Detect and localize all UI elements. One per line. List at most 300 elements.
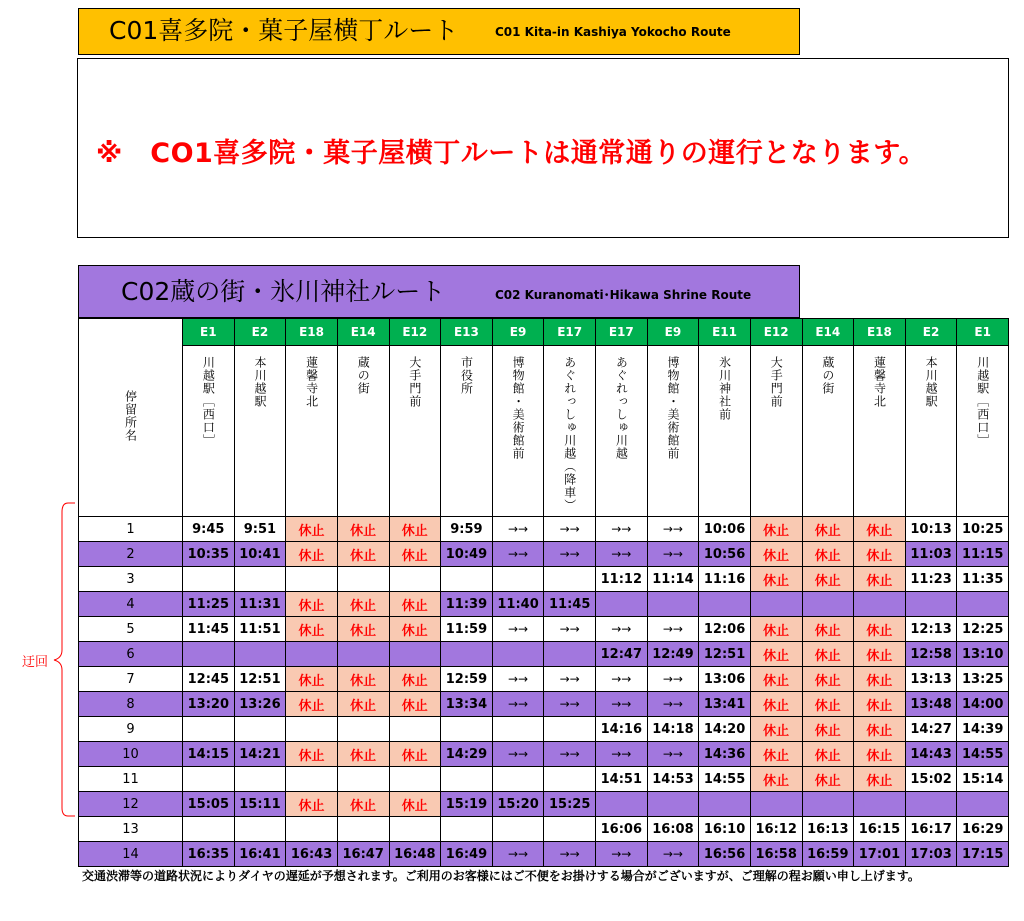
stop-name-text: 川越駅［西口］ bbox=[201, 356, 216, 447]
table-row bbox=[79, 717, 1009, 742]
time-cell: 14:55 bbox=[699, 767, 751, 792]
suspended-cell: 休止 bbox=[854, 742, 906, 767]
stop-name-text: 蔵の街 bbox=[820, 356, 835, 395]
run-number: 5 bbox=[79, 617, 183, 642]
time-cell: 16:58 bbox=[750, 842, 802, 867]
empty-cell bbox=[286, 817, 338, 842]
empty-cell bbox=[286, 767, 338, 792]
pass-through-cell: →→ bbox=[596, 517, 648, 542]
time-cell: 16:41 bbox=[234, 842, 286, 867]
run-number: 2 bbox=[79, 542, 183, 567]
pass-through-cell: →→ bbox=[647, 667, 699, 692]
run-number: 6 bbox=[79, 642, 183, 667]
empty-cell bbox=[183, 717, 235, 742]
table-row bbox=[79, 642, 1009, 667]
suspended-cell: 休止 bbox=[802, 742, 854, 767]
suspended-cell: 休止 bbox=[750, 617, 802, 642]
suspended-cell: 休止 bbox=[286, 692, 338, 717]
suspended-cell: 休止 bbox=[337, 692, 389, 717]
time-cell: 17:15 bbox=[957, 842, 1009, 867]
time-cell: 14:27 bbox=[905, 717, 957, 742]
time-cell: 10:13 bbox=[905, 517, 957, 542]
empty-cell bbox=[234, 642, 286, 667]
suspended-cell: 休止 bbox=[854, 767, 906, 792]
empty-cell bbox=[492, 767, 544, 792]
time-cell: 10:06 bbox=[699, 517, 751, 542]
run-number: 7 bbox=[79, 667, 183, 692]
pass-through-cell: →→ bbox=[647, 842, 699, 867]
time-cell: 16:12 bbox=[750, 817, 802, 842]
empty-cell bbox=[441, 767, 493, 792]
time-cell: 14:16 bbox=[596, 717, 648, 742]
empty-cell bbox=[905, 792, 957, 817]
stop-name bbox=[286, 346, 338, 517]
suspended-cell: 休止 bbox=[389, 592, 441, 617]
stop-name bbox=[750, 346, 802, 517]
stop-name bbox=[492, 346, 544, 517]
time-cell: 15:20 bbox=[492, 792, 544, 817]
pass-through-cell: →→ bbox=[492, 692, 544, 717]
time-cell: 9:59 bbox=[441, 517, 493, 542]
time-cell: 16:56 bbox=[699, 842, 751, 867]
time-cell: 11:40 bbox=[492, 592, 544, 617]
c01-notice-box bbox=[77, 58, 1009, 238]
time-cell: 16:43 bbox=[286, 842, 338, 867]
time-cell: 10:41 bbox=[234, 542, 286, 567]
suspended-cell: 休止 bbox=[286, 592, 338, 617]
suspended-cell: 休止 bbox=[337, 792, 389, 817]
suspended-cell: 休止 bbox=[854, 517, 906, 542]
pass-through-cell: →→ bbox=[544, 617, 596, 642]
pass-through-cell: →→ bbox=[596, 667, 648, 692]
time-cell: 15:05 bbox=[183, 792, 235, 817]
table-row bbox=[79, 517, 1009, 542]
empty-cell bbox=[286, 717, 338, 742]
time-cell: 10:35 bbox=[183, 542, 235, 567]
stop-name-text: 市役所 bbox=[459, 356, 474, 395]
pass-through-cell: →→ bbox=[544, 692, 596, 717]
pass-through-cell: →→ bbox=[647, 692, 699, 717]
empty-cell bbox=[492, 817, 544, 842]
time-cell: 12:49 bbox=[647, 642, 699, 667]
time-cell: 14:43 bbox=[905, 742, 957, 767]
run-number: 11 bbox=[79, 767, 183, 792]
time-cell: 13:26 bbox=[234, 692, 286, 717]
empty-cell bbox=[441, 642, 493, 667]
empty-cell bbox=[441, 567, 493, 592]
empty-cell bbox=[234, 717, 286, 742]
empty-cell bbox=[905, 592, 957, 617]
stop-code: E18 bbox=[854, 319, 906, 346]
run-number: 9 bbox=[79, 717, 183, 742]
pass-through-cell: →→ bbox=[492, 617, 544, 642]
suspended-cell: 休止 bbox=[750, 667, 802, 692]
run-number: 8 bbox=[79, 692, 183, 717]
suspended-cell: 休止 bbox=[802, 642, 854, 667]
stop-name bbox=[389, 346, 441, 517]
time-cell: 11:31 bbox=[234, 592, 286, 617]
pass-through-cell: →→ bbox=[647, 617, 699, 642]
stop-name-text: あぐれっしゅ川越 bbox=[614, 356, 629, 460]
run-number: 13 bbox=[79, 817, 183, 842]
table-row bbox=[79, 592, 1009, 617]
stop-code: E12 bbox=[389, 319, 441, 346]
time-cell: 15:19 bbox=[441, 792, 493, 817]
stop-name-text: 本川越駅 bbox=[252, 356, 267, 408]
empty-cell bbox=[183, 642, 235, 667]
suspended-cell: 休止 bbox=[854, 692, 906, 717]
stop-name bbox=[337, 346, 389, 517]
time-cell: 17:03 bbox=[905, 842, 957, 867]
pass-through-cell: →→ bbox=[544, 542, 596, 567]
suspended-cell: 休止 bbox=[802, 542, 854, 567]
stop-code: E2 bbox=[234, 319, 286, 346]
empty-cell bbox=[750, 792, 802, 817]
stop-name bbox=[957, 346, 1009, 517]
empty-cell bbox=[750, 592, 802, 617]
stop-name bbox=[183, 346, 235, 517]
stop-name-text: 川越駅［西口］ bbox=[975, 356, 990, 447]
empty-cell bbox=[492, 642, 544, 667]
suspended-cell: 休止 bbox=[389, 792, 441, 817]
table-row bbox=[79, 842, 1009, 867]
time-cell: 16:48 bbox=[389, 842, 441, 867]
time-cell: 14:15 bbox=[183, 742, 235, 767]
empty-cell bbox=[802, 592, 854, 617]
c02-timetable bbox=[78, 318, 1009, 867]
suspended-cell: 休止 bbox=[854, 642, 906, 667]
time-cell: 11:59 bbox=[441, 617, 493, 642]
stop-name bbox=[234, 346, 286, 517]
run-number: 4 bbox=[79, 592, 183, 617]
time-cell: 14:21 bbox=[234, 742, 286, 767]
empty-cell bbox=[441, 717, 493, 742]
c02-route-title: C02蔵の街・氷川神社ルート bbox=[121, 277, 446, 306]
time-cell: 12:13 bbox=[905, 617, 957, 642]
table-row bbox=[79, 692, 1009, 717]
table-row bbox=[79, 742, 1009, 767]
time-cell: 16:17 bbox=[905, 817, 957, 842]
empty-cell bbox=[544, 567, 596, 592]
empty-cell bbox=[337, 567, 389, 592]
empty-cell bbox=[544, 717, 596, 742]
stop-code: E14 bbox=[802, 319, 854, 346]
stop-name-text: 蓮馨寺北 bbox=[872, 356, 887, 408]
suspended-cell: 休止 bbox=[286, 542, 338, 567]
stop-name bbox=[802, 346, 854, 517]
stop-name-text: 氷川神社前 bbox=[717, 356, 732, 421]
time-cell: 11:25 bbox=[183, 592, 235, 617]
time-cell: 11:03 bbox=[905, 542, 957, 567]
empty-cell bbox=[389, 817, 441, 842]
stop-code: E9 bbox=[647, 319, 699, 346]
suspended-cell: 休止 bbox=[286, 617, 338, 642]
stop-name-text: 本川越駅 bbox=[924, 356, 939, 408]
pass-through-cell: →→ bbox=[544, 667, 596, 692]
time-cell: 12:59 bbox=[441, 667, 493, 692]
table-row bbox=[79, 567, 1009, 592]
suspended-cell: 休止 bbox=[854, 542, 906, 567]
empty-cell bbox=[957, 792, 1009, 817]
c01-notice-text: ※ CO1喜多院・菓子屋横丁ルートは通常通りの運行となります。 bbox=[96, 138, 927, 169]
pass-through-cell: →→ bbox=[647, 742, 699, 767]
stop-code: E13 bbox=[441, 319, 493, 346]
stop-code: E11 bbox=[699, 319, 751, 346]
time-cell: 11:23 bbox=[905, 567, 957, 592]
suspended-cell: 休止 bbox=[750, 717, 802, 742]
suspended-cell: 休止 bbox=[389, 667, 441, 692]
stop-name bbox=[854, 346, 906, 517]
empty-cell bbox=[337, 767, 389, 792]
time-cell: 10:56 bbox=[699, 542, 751, 567]
empty-cell bbox=[183, 567, 235, 592]
time-cell: 12:47 bbox=[596, 642, 648, 667]
empty-cell bbox=[544, 767, 596, 792]
stop-code: E17 bbox=[544, 319, 596, 346]
suspended-cell: 休止 bbox=[802, 517, 854, 542]
time-cell: 15:11 bbox=[234, 792, 286, 817]
stop-code: E17 bbox=[596, 319, 648, 346]
pass-through-cell: →→ bbox=[596, 842, 648, 867]
suspended-cell: 休止 bbox=[802, 717, 854, 742]
time-cell: 13:13 bbox=[905, 667, 957, 692]
run-number: 10 bbox=[79, 742, 183, 767]
suspended-cell: 休止 bbox=[802, 767, 854, 792]
pass-through-cell: →→ bbox=[596, 742, 648, 767]
suspended-cell: 休止 bbox=[389, 542, 441, 567]
time-cell: 14:53 bbox=[647, 767, 699, 792]
time-cell: 16:29 bbox=[957, 817, 1009, 842]
c02-route-subtitle: C02 Kuranomati･Hikawa Shrine Route bbox=[495, 288, 752, 302]
table-row bbox=[79, 767, 1009, 792]
pass-through-cell: →→ bbox=[492, 542, 544, 567]
detour-bracket bbox=[0, 0, 80, 921]
time-cell: 16:06 bbox=[596, 817, 648, 842]
time-cell: 11:15 bbox=[957, 542, 1009, 567]
time-cell: 13:41 bbox=[699, 692, 751, 717]
time-cell: 12:06 bbox=[699, 617, 751, 642]
time-cell: 15:14 bbox=[957, 767, 1009, 792]
stop-code: E2 bbox=[905, 319, 957, 346]
empty-cell bbox=[183, 817, 235, 842]
pass-through-cell: →→ bbox=[492, 667, 544, 692]
suspended-cell: 休止 bbox=[389, 742, 441, 767]
time-cell: 14:18 bbox=[647, 717, 699, 742]
suspended-cell: 休止 bbox=[750, 692, 802, 717]
time-cell: 13:20 bbox=[183, 692, 235, 717]
time-cell: 11:35 bbox=[957, 567, 1009, 592]
empty-cell bbox=[337, 717, 389, 742]
run-number: 1 bbox=[79, 517, 183, 542]
empty-cell bbox=[699, 792, 751, 817]
table-row bbox=[79, 542, 1009, 567]
empty-cell bbox=[389, 767, 441, 792]
suspended-cell: 休止 bbox=[389, 517, 441, 542]
table-row bbox=[79, 617, 1009, 642]
empty-cell bbox=[544, 817, 596, 842]
empty-cell bbox=[492, 717, 544, 742]
stop-name-header-label: 停留所名 bbox=[123, 390, 138, 442]
empty-cell bbox=[286, 642, 338, 667]
time-cell: 9:51 bbox=[234, 517, 286, 542]
pass-through-cell: →→ bbox=[492, 842, 544, 867]
suspended-cell: 休止 bbox=[750, 517, 802, 542]
suspended-cell: 休止 bbox=[389, 617, 441, 642]
time-cell: 16:13 bbox=[802, 817, 854, 842]
pass-through-cell: →→ bbox=[647, 517, 699, 542]
stop-code: E12 bbox=[750, 319, 802, 346]
stop-name bbox=[544, 346, 596, 517]
suspended-cell: 休止 bbox=[750, 642, 802, 667]
time-cell: 12:51 bbox=[234, 667, 286, 692]
run-number: 12 bbox=[79, 792, 183, 817]
suspended-cell: 休止 bbox=[802, 567, 854, 592]
suspended-cell: 休止 bbox=[389, 692, 441, 717]
empty-cell bbox=[389, 567, 441, 592]
time-cell: 14:20 bbox=[699, 717, 751, 742]
run-number: 14 bbox=[79, 842, 183, 867]
run-number: 3 bbox=[79, 567, 183, 592]
time-cell: 14:29 bbox=[441, 742, 493, 767]
time-cell: 14:39 bbox=[957, 717, 1009, 742]
empty-cell bbox=[234, 567, 286, 592]
suspended-cell: 休止 bbox=[286, 742, 338, 767]
time-cell: 16:59 bbox=[802, 842, 854, 867]
empty-cell bbox=[337, 642, 389, 667]
empty-cell bbox=[234, 767, 286, 792]
time-cell: 16:08 bbox=[647, 817, 699, 842]
pass-through-cell: →→ bbox=[596, 692, 648, 717]
time-cell: 13:06 bbox=[699, 667, 751, 692]
time-cell: 11:45 bbox=[544, 592, 596, 617]
time-cell: 13:10 bbox=[957, 642, 1009, 667]
suspended-cell: 休止 bbox=[750, 767, 802, 792]
time-cell: 11:16 bbox=[699, 567, 751, 592]
time-cell: 16:10 bbox=[699, 817, 751, 842]
stop-name-header bbox=[79, 319, 183, 517]
suspended-cell: 休止 bbox=[337, 617, 389, 642]
empty-cell bbox=[389, 642, 441, 667]
empty-cell bbox=[854, 592, 906, 617]
time-cell: 12:51 bbox=[699, 642, 751, 667]
suspended-cell: 休止 bbox=[750, 567, 802, 592]
suspended-cell: 休止 bbox=[802, 667, 854, 692]
time-cell: 12:45 bbox=[183, 667, 235, 692]
suspended-cell: 休止 bbox=[337, 742, 389, 767]
time-cell: 12:25 bbox=[957, 617, 1009, 642]
time-cell: 15:25 bbox=[544, 792, 596, 817]
time-cell: 16:15 bbox=[854, 817, 906, 842]
empty-cell bbox=[183, 767, 235, 792]
time-cell: 14:55 bbox=[957, 742, 1009, 767]
stop-name-text: 博物館・美術館前 bbox=[511, 356, 526, 460]
suspended-cell: 休止 bbox=[854, 717, 906, 742]
empty-cell bbox=[389, 717, 441, 742]
time-cell: 12:58 bbox=[905, 642, 957, 667]
time-cell: 13:34 bbox=[441, 692, 493, 717]
detour-label: 迂回 bbox=[22, 655, 49, 670]
time-cell: 14:36 bbox=[699, 742, 751, 767]
suspended-cell: 休止 bbox=[337, 667, 389, 692]
time-cell: 11:14 bbox=[647, 567, 699, 592]
suspended-cell: 休止 bbox=[802, 617, 854, 642]
pass-through-cell: →→ bbox=[544, 742, 596, 767]
suspended-cell: 休止 bbox=[337, 542, 389, 567]
stop-name-text: 大手門前 bbox=[769, 356, 784, 408]
empty-cell bbox=[441, 817, 493, 842]
suspended-cell: 休止 bbox=[750, 542, 802, 567]
pass-through-cell: →→ bbox=[544, 842, 596, 867]
time-cell: 16:49 bbox=[441, 842, 493, 867]
stop-name-text: 蓮馨寺北 bbox=[304, 356, 319, 408]
time-cell: 14:00 bbox=[957, 692, 1009, 717]
suspended-cell: 休止 bbox=[286, 667, 338, 692]
suspended-cell: 休止 bbox=[286, 792, 338, 817]
empty-cell bbox=[337, 817, 389, 842]
empty-cell bbox=[802, 792, 854, 817]
pass-through-cell: →→ bbox=[492, 742, 544, 767]
table-row bbox=[79, 667, 1009, 692]
time-cell: 13:48 bbox=[905, 692, 957, 717]
time-cell: 16:35 bbox=[183, 842, 235, 867]
suspended-cell: 休止 bbox=[854, 617, 906, 642]
stop-name bbox=[647, 346, 699, 517]
empty-cell bbox=[647, 592, 699, 617]
suspended-cell: 休止 bbox=[854, 667, 906, 692]
time-cell: 10:25 bbox=[957, 517, 1009, 542]
stop-name-text: あぐれっしゅ川越（降車） bbox=[562, 356, 577, 512]
empty-cell bbox=[699, 592, 751, 617]
time-cell: 14:51 bbox=[596, 767, 648, 792]
pass-through-cell: →→ bbox=[596, 617, 648, 642]
stop-name bbox=[699, 346, 751, 517]
stop-name-text: 蔵の街 bbox=[356, 356, 371, 395]
empty-cell bbox=[234, 817, 286, 842]
c01-route-subtitle: C01 Kita-in Kashiya Yokocho Route bbox=[495, 25, 731, 39]
c02-route-header bbox=[78, 265, 800, 318]
time-cell: 9:45 bbox=[183, 517, 235, 542]
time-cell: 11:45 bbox=[183, 617, 235, 642]
pass-through-cell: →→ bbox=[544, 517, 596, 542]
empty-cell bbox=[492, 567, 544, 592]
time-cell: 13:25 bbox=[957, 667, 1009, 692]
suspended-cell: 休止 bbox=[337, 592, 389, 617]
table-row bbox=[79, 792, 1009, 817]
stop-code: E9 bbox=[492, 319, 544, 346]
suspended-cell: 休止 bbox=[337, 517, 389, 542]
footnote: 交通渋滞等の道路状況によりダイヤの遅延が予想されます。ご利用のお客様にはご不便をお掛けする場合がございますが、ご理解の程お願い申し上げます。 bbox=[82, 869, 920, 883]
empty-cell bbox=[596, 592, 648, 617]
time-cell: 10:49 bbox=[441, 542, 493, 567]
pass-through-cell: →→ bbox=[492, 517, 544, 542]
stop-name bbox=[441, 346, 493, 517]
stop-name-text: 博物館・美術館前 bbox=[665, 356, 680, 460]
time-cell: 11:51 bbox=[234, 617, 286, 642]
c01-route-header bbox=[78, 8, 800, 55]
stop-code: E14 bbox=[337, 319, 389, 346]
suspended-cell: 休止 bbox=[802, 692, 854, 717]
empty-cell bbox=[544, 642, 596, 667]
time-cell: 17:01 bbox=[854, 842, 906, 867]
empty-cell bbox=[286, 567, 338, 592]
empty-cell bbox=[854, 792, 906, 817]
stop-code: E1 bbox=[183, 319, 235, 346]
table-row bbox=[79, 817, 1009, 842]
time-cell: 11:39 bbox=[441, 592, 493, 617]
c01-route-title: C01喜多院・菓子屋横丁ルート bbox=[109, 16, 459, 45]
pass-through-cell: →→ bbox=[596, 542, 648, 567]
stop-name bbox=[596, 346, 648, 517]
